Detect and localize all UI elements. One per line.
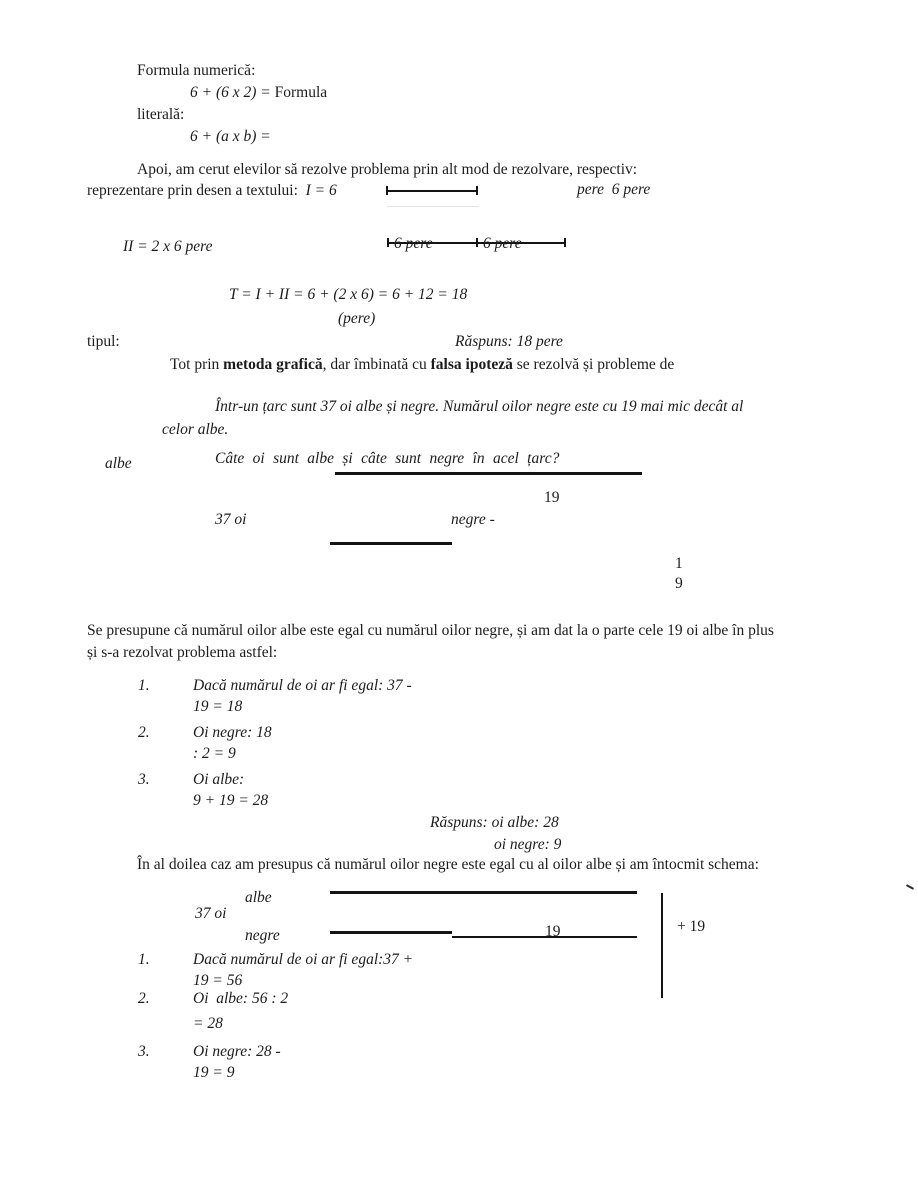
list1-item3-number: 3. xyxy=(138,771,150,788)
method-hypothesis-bold: falsa ipoteză xyxy=(430,356,513,373)
schema1-diff-value: 19 xyxy=(544,489,560,506)
answer1-line-2: oi negre: 9 xyxy=(494,836,562,853)
list2-item2-line2: = 28 xyxy=(193,1015,223,1032)
schema1-wrap-digit-1: 1 xyxy=(675,555,683,572)
list2-item1-number: 1. xyxy=(138,951,150,968)
list1-item2-number: 2. xyxy=(138,724,150,741)
problem-question: Câte oi sunt albe și câte sunt negre în acel țarc? xyxy=(215,450,560,467)
stray-mark xyxy=(906,884,914,890)
method-graphic-bold: metoda grafică xyxy=(223,356,323,373)
schema2-plus-label: + 19 xyxy=(677,918,706,935)
segment-one-line xyxy=(387,190,478,192)
schema2-albe-label: albe xyxy=(245,889,272,906)
list2-item1-line2: 19 = 56 xyxy=(193,972,243,989)
answer-pere: Răspuns: 18 pere xyxy=(455,333,563,350)
intro-line-2 xyxy=(87,182,337,200)
segment-two-tick-middle xyxy=(476,238,478,247)
pere-right-label: pere 6 pere xyxy=(577,181,651,198)
list1-item2-line1: Oi negre: 18 xyxy=(193,724,272,741)
list1-item3-line1: Oi albe: xyxy=(193,771,245,788)
schema1-total-label: 37 oi xyxy=(215,511,247,528)
list2-item3-line2: 19 = 9 xyxy=(193,1064,235,1081)
problem-line-2: celor albe. xyxy=(162,421,229,438)
total-sum-line: T = I + II = 6 + (2 x 6) = 6 + 12 = 18 xyxy=(229,286,468,303)
list1-item2-line2: : 2 = 9 xyxy=(193,745,236,762)
intro-line-2-roman: reprezentare prin desen a textului: xyxy=(87,182,306,199)
method-pre: Tot prin xyxy=(170,356,224,373)
segment-one-shadow-line xyxy=(387,206,479,207)
formula-numeric-label: Formula numerică: xyxy=(137,62,256,79)
schema2-total-label: 37 oi xyxy=(195,905,227,922)
formula-numeric-line xyxy=(190,84,327,102)
schema1-albe-bar xyxy=(335,472,642,475)
segment-two-tick-left xyxy=(387,238,389,247)
segment-two-part-two-label: 6 pere xyxy=(483,235,522,252)
problem-line-1: Într-un țarc sunt 37 oi albe și negre. Numărul oilor negre este cu 19 mai mic decât al xyxy=(215,398,744,415)
assumption-line-2: și s-a rezolvat problema astfel: xyxy=(87,644,278,661)
answer1-line-1: Răspuns: oi albe: 28 xyxy=(430,814,559,831)
intro-line-1: Apoi, am cerut elevilor să rezolve problema prin alt mod de rezolvare, respectiv: xyxy=(137,161,638,178)
schema1-albe-label: albe xyxy=(105,455,132,472)
formula-numeric-expression: 6 + (6 x 2) = xyxy=(190,84,275,101)
schema2-diff-value: 19 xyxy=(545,923,561,940)
method-post: se rezolvă și probleme de xyxy=(512,356,675,373)
formula-word: Formula xyxy=(274,84,328,101)
list2-item2-number: 2. xyxy=(138,990,150,1007)
list1-item1-line2: 19 = 18 xyxy=(193,698,243,715)
formula-literal-expression: 6 + (a x b) = xyxy=(190,128,271,145)
schema2-brace-line xyxy=(661,893,663,998)
schema1-wrap-digit-2: 9 xyxy=(675,575,683,592)
schema2-albe-bar xyxy=(330,891,637,894)
list2-item3-line1: Oi negre: 28 - xyxy=(193,1043,281,1060)
second-case-sentence: În al doilea caz am presupus că numărul oilor negre este egal cu al oilor albe și am întocmit schema: xyxy=(137,856,759,873)
list2-item2-line1: Oi albe: 56 : 2 xyxy=(193,990,289,1007)
segment-one-tick-right xyxy=(476,186,478,195)
total-unit: (pere) xyxy=(338,310,376,327)
segment-one-value: I = 6 xyxy=(305,182,337,199)
method-sentence xyxy=(170,356,674,374)
list1-item1-number: 1. xyxy=(138,677,150,694)
segment-one-tick-left xyxy=(386,186,388,195)
schema2-negre-bar xyxy=(330,931,452,934)
list1-item3-line2: 9 + 19 = 28 xyxy=(193,792,269,809)
list2-item3-number: 3. xyxy=(138,1043,150,1060)
tipul-label: tipul: xyxy=(87,333,120,350)
list2-item1-line1: Dacă numărul de oi ar fi egal:37 + xyxy=(193,951,414,968)
list1-item1-line1: Dacă numărul de oi ar fi egal: 37 - xyxy=(193,677,412,694)
schema1-negre-bar xyxy=(330,542,452,545)
segment-two-part-one-label: 6 pere xyxy=(394,235,433,252)
segment-two-label: II = 2 x 6 pere xyxy=(123,238,213,255)
segment-two-tick-right xyxy=(564,238,566,247)
method-mid: , dar îmbinată cu xyxy=(322,356,431,373)
formula-literal-label: literală: xyxy=(137,106,185,123)
assumption-line-1: Se presupune că numărul oilor albe este egal cu numărul oilor negre, și am dat la o parte cele 19 oi albe în plus xyxy=(87,622,774,639)
schema2-negre-label: negre xyxy=(245,927,280,944)
schema1-negre-label: negre - xyxy=(451,511,495,528)
